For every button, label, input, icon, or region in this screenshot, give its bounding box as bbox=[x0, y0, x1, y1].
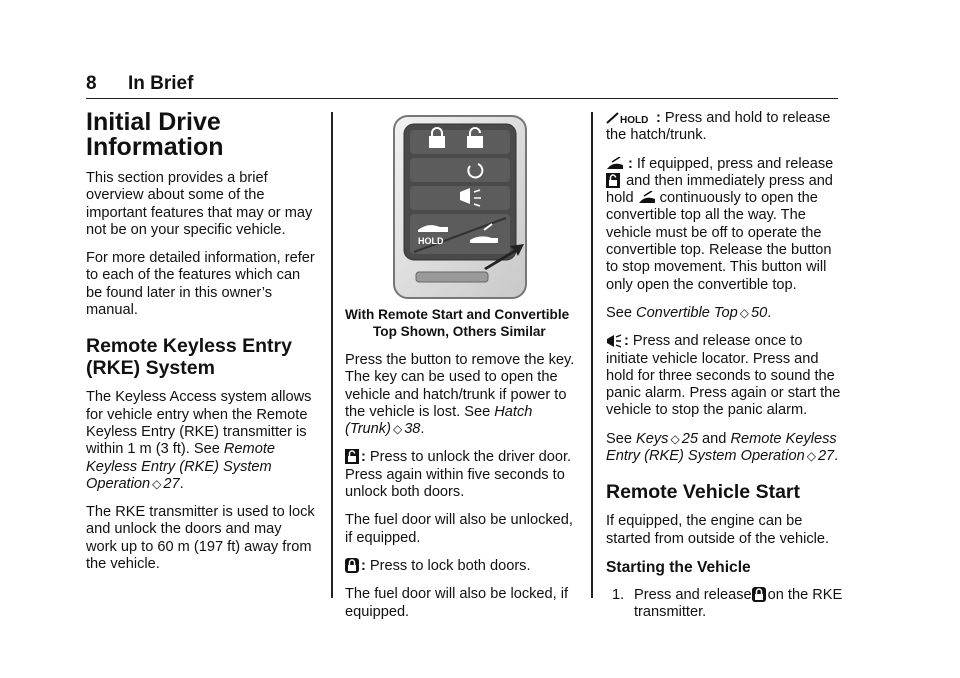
lock-icon bbox=[752, 587, 766, 602]
page-ref-arrow-icon: ◇ bbox=[739, 305, 749, 320]
page-ref-arrow-icon: ◇ bbox=[152, 476, 162, 491]
rke-operation-link[interactable]: Remote Keyless Entry (RKE) System Operation bbox=[606, 430, 837, 465]
svg-text:HOLD: HOLD bbox=[620, 115, 649, 125]
intro-paragraph: This section provides a brief overview about some of the important features that may or may not be on your specific vehicle. bbox=[86, 170, 313, 238]
page-title: Initial Drive Information bbox=[86, 108, 224, 161]
convertible-top-icon bbox=[638, 191, 658, 205]
hatch-release-paragraph: HOLD : Press and hold to release the hatch/trunk. bbox=[606, 110, 831, 144]
column-3 bbox=[606, 110, 846, 633]
reference-paragraph: For more detailed information, refer to each of the features which can be found later in this owner’s manual. bbox=[86, 250, 315, 319]
page-number: 8 bbox=[86, 73, 97, 94]
fuel-door-lock-paragraph: The fuel door will also be locked, if equipped. bbox=[345, 586, 569, 620]
unlock-icon bbox=[606, 173, 620, 188]
unlock-paragraph: : Press to unlock the driver door. Press again within five seconds to unlock both doors. bbox=[345, 449, 572, 501]
column-divider bbox=[591, 112, 593, 598]
starting-vehicle-heading: Starting the Vehicle bbox=[606, 558, 751, 576]
column-divider bbox=[331, 112, 333, 598]
page-ref-number: 27 bbox=[163, 475, 180, 492]
unlock-icon bbox=[345, 449, 359, 464]
vehicle-locator-paragraph: : Press and release once to initiate vehicle locator. Press and hold for three seconds to sound the panic alarm. Press again or start the vehicle to stop the panic alarm. bbox=[606, 333, 841, 419]
hatch-hold-icon bbox=[606, 111, 654, 125]
horn-icon bbox=[606, 334, 622, 348]
fuel-door-unlock-paragraph: The fuel door will also be unlocked, if equipped. bbox=[345, 512, 573, 546]
page-ref-arrow-icon: ◇ bbox=[670, 431, 680, 446]
lock-icon bbox=[345, 558, 359, 573]
rke-range-paragraph: The RKE transmitter is used to lock and unlock the doors and may work up to 60 m (197 ft) away from the vehicle. bbox=[86, 504, 315, 573]
convertible-see-paragraph: See Convertible Top ◇ 50. bbox=[606, 304, 772, 321]
rke-operation-link[interactable]: Remote Keyless Entry (RKE) System Operation bbox=[86, 441, 275, 492]
key-fob-illustration-icon bbox=[388, 112, 538, 300]
page-header bbox=[86, 70, 838, 99]
page-ref-arrow-icon: ◇ bbox=[806, 449, 816, 464]
remote-start-paragraph: If equipped, the engine can be started from outside of the vehicle. bbox=[606, 513, 830, 547]
column-1 bbox=[86, 110, 316, 584]
convertible-top-icon bbox=[606, 157, 626, 171]
page-ref-arrow-icon: ◇ bbox=[392, 422, 403, 437]
remote-start-heading: Remote Vehicle Start bbox=[606, 481, 800, 504]
key-removal-paragraph: Press the button to remove the key. The key can be used to open the vehicle and hatch/trunk if power to the vehicle is lost. See Hatch (Trunk) ◇ 38. bbox=[345, 352, 575, 438]
keys-link[interactable]: Keys bbox=[636, 430, 669, 447]
step-1: 1. Press and release on the RKE transmitter. bbox=[612, 586, 843, 621]
convertible-top-paragraph: : If equipped, press and release and then immediately press and hold continuously to open the convertible top all the way. The vehicle must be off to operate the convertible top. Release the button to stop movement. This button will only open the convertible top. bbox=[606, 155, 834, 293]
hatch-trunk-link[interactable]: Hatch (Trunk) bbox=[345, 403, 533, 438]
figure-caption: With Remote Start and Convertible Top Shown, Others Similar bbox=[345, 307, 570, 339]
convertible-top-link[interactable]: Convertible Top bbox=[636, 304, 738, 321]
keyless-access-paragraph: The Keyless Access system allows for vehicle entry when the Remote Keyless Entry (RKE) transmitter is within 1 m (3 ft). See Remote Keyless Entry (RKE) System Operation ◇ 27. bbox=[86, 389, 312, 492]
fob-hold-label: HOLD bbox=[418, 236, 444, 246]
column-2 bbox=[345, 110, 577, 632]
lock-paragraph: : Press to lock both doors. bbox=[345, 558, 577, 575]
rke-heading: Remote Keyless Entry (RKE) System bbox=[86, 335, 292, 380]
section-title: In Brief bbox=[128, 73, 194, 94]
keys-see-paragraph: See Keys ◇ 25 and Remote Keyless Entry (RKE) System Operation ◇ 27. bbox=[606, 430, 839, 465]
